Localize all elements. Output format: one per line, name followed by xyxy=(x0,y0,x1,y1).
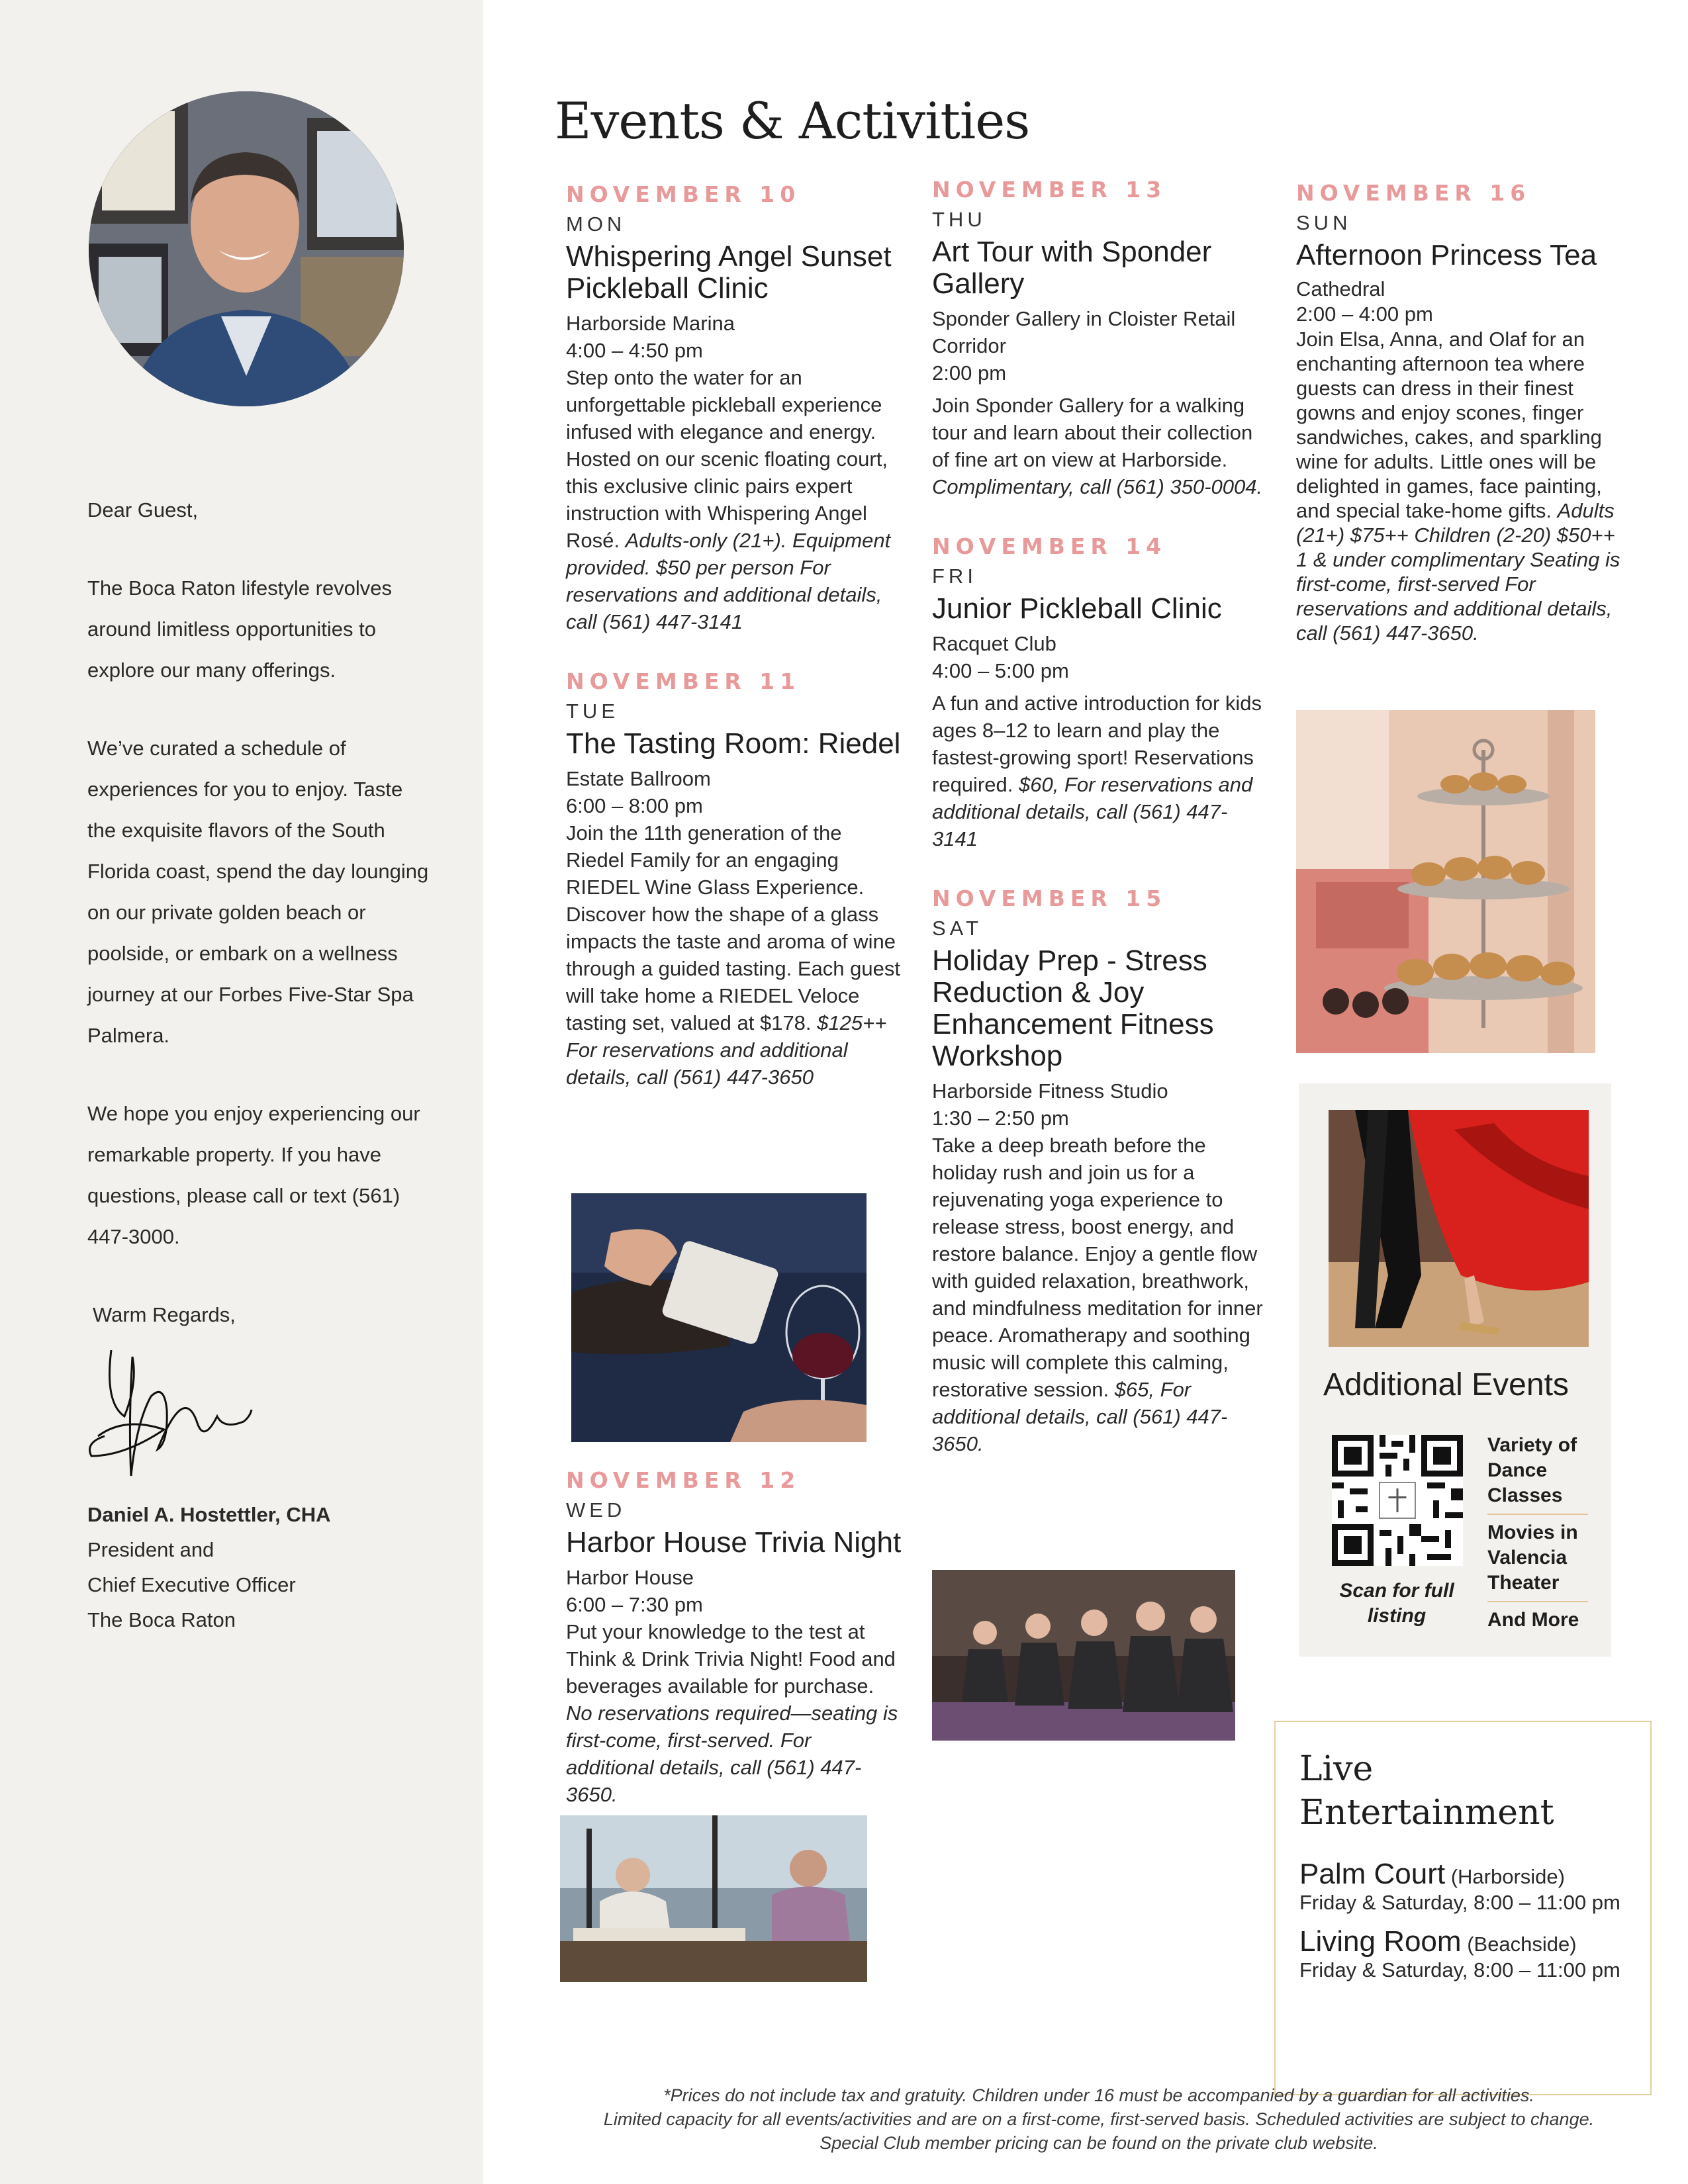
event-nov12 xyxy=(566,1466,904,1808)
event-description: Step onto the water for an unforgettable pickleball experience infused with elegance and energy. Hosted on our scenic floating court, this exclusive clinic pairs expert instruction with Whispering Angel Rosé. xyxy=(566,366,888,552)
footnote-line: Special Club member pricing can be found on the private club website. xyxy=(820,2133,1378,2153)
venue-schedule: Friday & Saturday, 8:00 – 11:00 pm xyxy=(1299,1958,1620,1981)
event-date: NOVEMBER 15 xyxy=(932,886,1167,911)
letter-paragraph: The Boca Raton lifestyle revolves around limitless opportunities to explore our many offerings. xyxy=(87,576,393,682)
event-date: NOVEMBER 14 xyxy=(932,533,1167,559)
event-description: Join the 11th generation of the Riedel Family for an engaging RIEDEL Wine Glass Experience. Discover how the shape of a glass impacts the taste and aroma of wine through a guided tasting. Each guest will take home a RIEDEL Veloce tasting set, valued at $178. xyxy=(566,821,900,1034)
events-column-1 xyxy=(566,180,904,1122)
signer-name: Daniel A. Hostettler, CHA xyxy=(87,1503,331,1526)
event-nov14 xyxy=(932,532,1263,852)
events-column-2 xyxy=(932,175,1263,1489)
event-date: NOVEMBER 11 xyxy=(566,668,801,694)
footnote xyxy=(569,2083,1628,2155)
event-time: 6:00 – 7:30 pm xyxy=(566,1593,703,1616)
event-time: 6:00 – 8:00 pm xyxy=(566,794,703,817)
event-note: Adults-only (21+). Equipment provided. $50 per person For reservations and additional details, call (561) 447-3141 xyxy=(566,529,891,633)
event-description: Join Elsa, Anna, and Olaf for an enchanting afternoon tea where guests can dress in their finest gowns and enjoy scones, finger sandwiches, cakes, and sparkling wine for adults. Little ones will be delighted in games, face painting, and special take-home gifts. xyxy=(1296,328,1602,522)
venue-location: (Beachside) xyxy=(1467,1933,1577,1956)
event-description: Take a deep breath before the holiday rush and join us for a rejuvenating yoga experience to release stress, boost energy, and restore balance. Enjoy a gentle flow with guided relaxation, breathwork, and mindfulness meditation for inner peace. Aromatherapy and soothing music will complete this calming, restorative session. xyxy=(932,1134,1263,1401)
event-day: SAT xyxy=(932,917,982,940)
event-venue: Sponder Gallery in Cloister Retail Corridor xyxy=(932,307,1236,357)
venue-palm-court xyxy=(1299,1858,1620,1915)
footnote-line: Limited capacity for all events/activities and are on a first-come, first-served basis. Scheduled activities are subject to change. xyxy=(603,2109,1595,2129)
event-venue: Harborside Fitness Studio xyxy=(932,1079,1168,1103)
event-day: FRI xyxy=(932,565,977,588)
letter-paragraph: We’ve curated a schedule of experiences for you to enjoy. Taste the exquisite flavors of the South Florida coast, spend the day lounging on our private golden beach or poolside, or embark on a wellness journey at our Forbes Five-Star Spa Palmera. xyxy=(87,737,429,1047)
live-title-line: Live xyxy=(1299,1749,1374,1789)
event-time: 2:00 pm xyxy=(932,361,1007,385)
event-nov13 xyxy=(932,175,1263,500)
additional-events-title: Additional Events xyxy=(1323,1367,1569,1402)
letter-closing: Warm Regards, xyxy=(93,1303,236,1326)
events-column-1b xyxy=(566,1466,904,1840)
event-venue: Estate Ballroom xyxy=(566,767,711,790)
letter-salutation: Dear Guest, xyxy=(87,498,199,522)
event-name: Holiday Prep - Stress Reduction & Joy Enhancement Fitness Workshop xyxy=(932,944,1214,1072)
event-time: 4:00 – 4:50 pm xyxy=(566,339,703,362)
event-time: 1:30 – 2:50 pm xyxy=(932,1107,1069,1130)
live-entertainment-box xyxy=(1274,1721,1652,2095)
list-item: Variety of Dance Classes xyxy=(1487,1428,1588,1515)
venue-living-room xyxy=(1299,1925,1620,1982)
event-nov15 xyxy=(932,884,1263,1457)
event-nov11 xyxy=(566,667,904,1091)
event-day: THU xyxy=(932,208,986,231)
venue-name: Palm Court xyxy=(1299,1858,1446,1890)
letter-paragraph: We hope you enjoy experiencing our remarkable property. If you have questions, please call or text (561) 447-3000. xyxy=(87,1102,420,1248)
signer-org: The Boca Raton xyxy=(87,1608,236,1631)
yoga-class-photo xyxy=(932,1570,1235,1741)
event-name: The Tasting Room: Riedel xyxy=(566,727,901,760)
event-note: $60, For reservations and additional details, call (561) 447-3141 xyxy=(932,773,1253,850)
event-venue: Racquet Club xyxy=(932,632,1056,655)
live-title-line: Entertainment xyxy=(1299,1793,1554,1833)
list-item: Movies in Valencia Theater xyxy=(1487,1515,1588,1602)
dance-photo xyxy=(1329,1110,1589,1347)
venue-schedule: Friday & Saturday, 8:00 – 11:00 pm xyxy=(1299,1891,1620,1914)
event-venue: Harborside Marina xyxy=(566,312,735,335)
event-note: No reservations required—seating is first-come, first-served. For additional details, call (561) 447-3650. xyxy=(566,1702,898,1806)
events-column-3 xyxy=(1296,179,1620,677)
sidebar xyxy=(0,0,483,2184)
event-venue: Harbor House xyxy=(566,1566,694,1589)
additional-events-panel xyxy=(1299,1083,1611,1657)
wine-pouring-photo xyxy=(571,1193,867,1442)
live-entertainment-title xyxy=(1299,1747,1554,1835)
event-name: Junior Pickleball Clinic xyxy=(932,592,1222,625)
event-description: Put your knowledge to the test at Think & Drink Trivia Night! Food and beverages available for purchase. xyxy=(566,1620,896,1698)
event-note: $65, For additional details, call (561) 447-3650. xyxy=(932,1378,1228,1455)
page-title: Events & Activities xyxy=(555,91,1030,150)
event-nov16 xyxy=(1296,179,1620,645)
event-time: 2:00 – 4:00 pm xyxy=(1296,302,1433,326)
event-note: Adults (21+) $75++ Children (2-20) $50++ 1 & under complimentary Seating is first-come, first-served For reservations and additional details, call (561) 447-3650. xyxy=(1296,499,1620,645)
event-nov10 xyxy=(566,180,904,635)
event-date: NOVEMBER 10 xyxy=(566,181,801,207)
event-date: NOVEMBER 16 xyxy=(1296,180,1531,206)
event-date: NOVEMBER 12 xyxy=(566,1467,801,1493)
signer-title: President and xyxy=(87,1538,214,1561)
footnote-line: *Prices do not include tax and gratuity. Children under 16 must be accompanied by a guardian for all activities. xyxy=(663,2085,1534,2105)
event-description: A fun and active introduction for kids ages 8–12 to learn and play the fastest-growing sport! Reservations required. xyxy=(932,692,1262,796)
afternoon-tea-photo xyxy=(1296,710,1595,1053)
event-note: $125++ For reservations and additional details, call (561) 447-3650 xyxy=(566,1011,887,1089)
signer-title: Chief Executive Officer xyxy=(87,1573,296,1596)
event-time: 4:00 – 5:00 pm xyxy=(932,659,1069,682)
trivia-night-photo xyxy=(560,1815,867,1982)
welcome-letter xyxy=(87,490,432,1336)
scan-caption: Scan for full listing xyxy=(1339,1580,1454,1627)
event-name: Art Tour with Sponder Gallery xyxy=(932,236,1212,300)
venue-location: (Harborside) xyxy=(1450,1865,1565,1888)
signoff xyxy=(87,1497,330,1637)
event-name: Afternoon Princess Tea xyxy=(1296,239,1597,271)
event-date: NOVEMBER 13 xyxy=(932,177,1167,203)
event-description: Join Sponder Gallery for a walking tour and learn about their collection of fine art on view at Harborside. xyxy=(932,394,1253,471)
event-name: Harbor House Trivia Night xyxy=(566,1526,902,1559)
signature xyxy=(85,1343,263,1496)
venue-name: Living Room xyxy=(1299,1925,1462,1958)
portrait-photo xyxy=(89,91,404,406)
event-day: TUE xyxy=(566,700,619,723)
event-name: Whispering Angel Sunset Pickleball Clinic xyxy=(566,240,892,304)
list-item: And More xyxy=(1487,1609,1579,1631)
event-day: SUN xyxy=(1296,211,1352,234)
event-day: MON xyxy=(566,212,626,236)
qr-code[interactable] xyxy=(1332,1434,1463,1567)
event-note: Complimentary, call (561) 350-0004. xyxy=(932,475,1263,498)
event-day: WED xyxy=(566,1498,626,1522)
event-venue: Cathedral xyxy=(1296,277,1385,300)
additional-events-list xyxy=(1487,1428,1588,1638)
